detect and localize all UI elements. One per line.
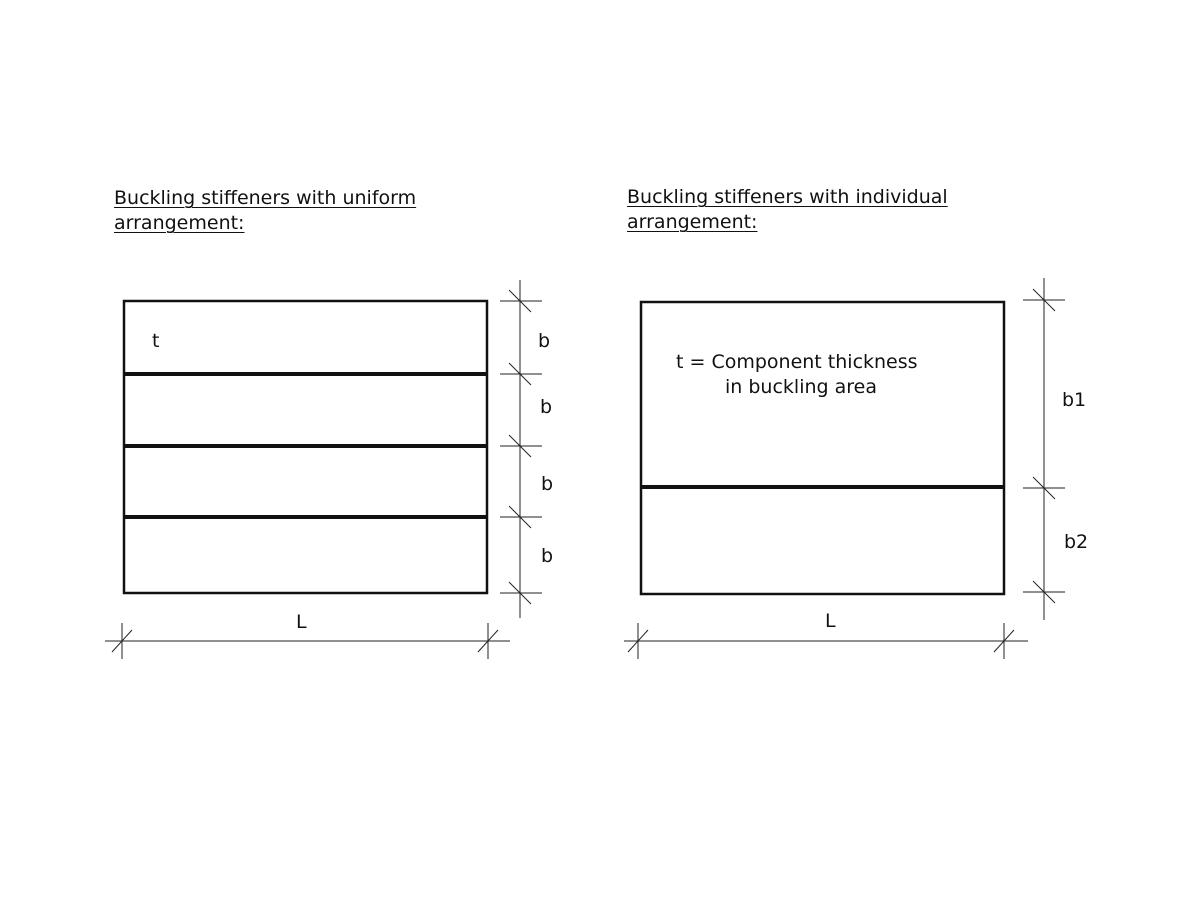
uniform-panel-label-4: b <box>541 545 554 567</box>
individual-plate-outline <box>641 302 1004 594</box>
uniform-panel-label-1: b <box>538 330 551 352</box>
individual-heading-line-1: Buckling stiffeners with individual <box>627 186 948 208</box>
uniform-panel-label-3: b <box>541 473 554 495</box>
thickness-note-line-1: t = Component thickness <box>676 351 918 373</box>
individual-heading-line-2: arrangement: <box>627 211 758 233</box>
uniform-panel-label-2: b <box>540 396 553 418</box>
uniform-vertical-dimension-ticks <box>500 290 542 604</box>
uniform-heading-line-2: arrangement: <box>114 212 245 234</box>
individual-panel-label-b1: b1 <box>1062 389 1087 411</box>
individual-arrangement-drawing <box>624 278 1088 659</box>
uniform-length-label: L <box>296 611 307 633</box>
uniform-arrangement-drawing <box>105 280 553 659</box>
uniform-heading-line-1: Buckling stiffeners with uniform <box>114 187 417 209</box>
individual-panel-label-b2: b2 <box>1064 531 1089 553</box>
individual-length-label: L <box>825 610 836 632</box>
thickness-note-line-2: in buckling area <box>725 376 877 398</box>
uniform-thickness-label: t <box>152 330 160 352</box>
